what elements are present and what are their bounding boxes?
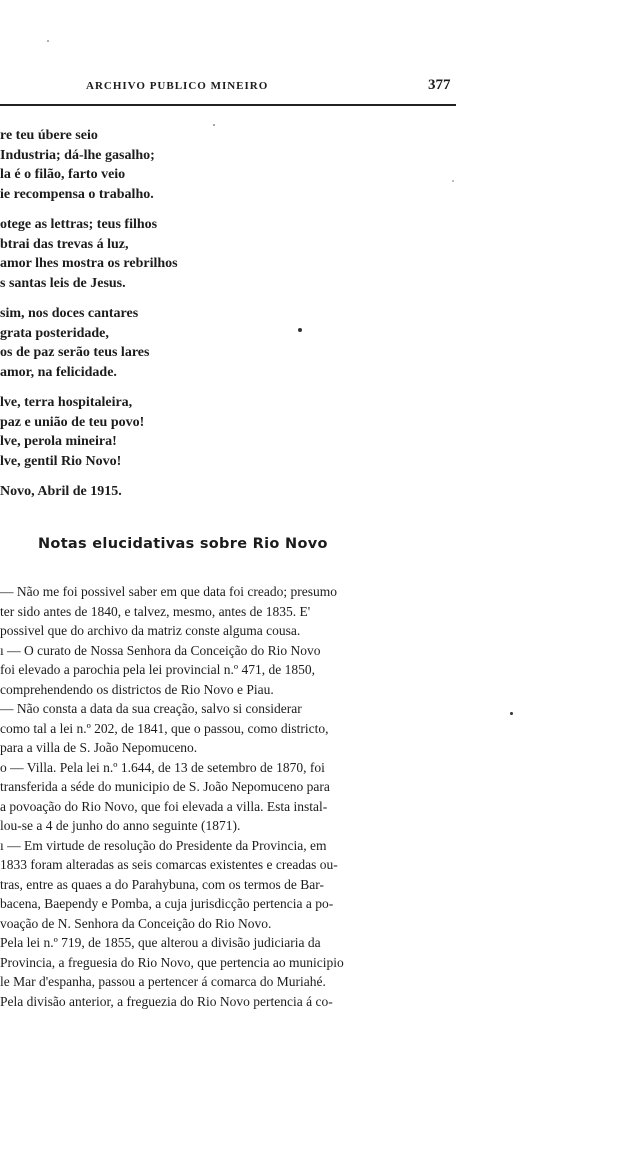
notes-line: como tal a lei n.º 202, de 1841, que o passou, como districto, — [0, 720, 329, 736]
ink-speck — [452, 180, 454, 182]
ink-speck — [510, 712, 513, 715]
notes-line: ter sido antes de 1840, e talvez, mesmo, antes de 1835. E' — [0, 603, 311, 619]
poem-line: s santas leis de Jesus. — [0, 275, 126, 291]
poem-line: la é o filão, farto veio — [0, 167, 126, 182]
poem-line: grata posteridade, — [0, 325, 109, 341]
notes-line: Pela lei n.º 719, de 1855, que alterou a divisão judiciaria da — [0, 935, 321, 950]
poem-line: lve, perola mineira! — [0, 434, 117, 449]
poem-line: amor lhes mostra os rebrilhos — [0, 256, 178, 271]
poem-line: Industria; dá-lhe gasalho; — [0, 147, 155, 163]
poem-line: sim, nos doces cantares — [0, 306, 139, 321]
notes-line: o — Villa. Pela lei n.º 1.644, de 13 de setembro de 1870, foi — [0, 759, 325, 775]
ink-speck — [213, 124, 215, 126]
notes-line: possivel que do archivo da matriz conste alguma cousa. — [0, 623, 301, 638]
poem-line: os de paz serão teus lares — [0, 345, 150, 360]
notes-line: ı — Em virtude de resolução do Presidente da Provincia, em — [0, 837, 327, 853]
poem-stanza — [0, 126, 270, 204]
poem — [0, 126, 270, 501]
notes-line: Provincia, a freguesia do Rio Novo, que pertencia ao municipio — [0, 954, 344, 970]
notes-line: tras, entre as quaes a do Parahybuna, com os termos de Bar- — [0, 876, 324, 892]
notes-line: comprehendendo os districtos de Rio Novo e Piau. — [0, 681, 274, 697]
notes-line: ı — O curato de Nossa Senhora da Conceição do Rio Novo — [0, 642, 321, 658]
poem-line: lve, gentil Rio Novo! — [0, 453, 122, 469]
poem-line: lve, terra hospitaleira, — [0, 395, 133, 410]
notes-line: transferida a séde do municipio de S. João Nepomuceno para — [0, 779, 330, 794]
page-number: 377 — [428, 77, 451, 93]
ink-speck — [298, 328, 302, 332]
notes-line: — Não consta a data da sua creação, salvo si considerar — [0, 701, 302, 716]
notes-body — [0, 582, 456, 1011]
poem-line: otege as lettras; teus filhos — [0, 217, 158, 232]
poem-stanza — [0, 304, 270, 382]
notes-line: bacena, Baependy e Pomba, a cuja jurisdicção pertencia a po- — [0, 896, 334, 911]
notes-line: para a villa de S. João Nepomuceno. — [0, 740, 198, 755]
poem-line: paz e união de teu povo! — [0, 414, 145, 430]
header-rule — [0, 104, 456, 106]
notes-line: 1833 foram alteradas as seis comarcas existentes e creadas ou- — [0, 857, 338, 872]
poem-line: btrai das trevas á luz, — [0, 236, 129, 252]
notes-line: foi elevado a parochia pela lei provincial n.º 471, de 1850, — [0, 662, 315, 677]
notes-line: Pela divisão anterior, a freguezia do Rio Novo pertencia á co- — [0, 993, 333, 1009]
section-title: Notas elucidativas sobre Rio Novo — [38, 536, 328, 552]
notes-line: voação de N. Senhora da Conceição do Rio Novo. — [0, 915, 272, 931]
running-head-title: ARCHIVO PUBLICO MINEIRO — [86, 80, 269, 92]
notes-line: le Mar d'espanha, passou a pertencer á comarca do Muriahé. — [0, 974, 326, 989]
notes-line: lou-se a 4 de junho do anno seguinte (1871). — [0, 818, 241, 833]
ink-speck — [47, 40, 49, 42]
poem-dateline: Novo, Abril de 1915. — [0, 484, 122, 499]
notes-line: — Não me foi possivel saber em que data foi creado; presumo — [0, 584, 338, 599]
poem-stanza — [0, 393, 270, 471]
poem-line: amor, na felicidade. — [0, 364, 117, 380]
poem-line: ie recompensa o trabalho. — [0, 186, 154, 202]
poem-line: re teu úbere seio — [0, 128, 98, 143]
notes-line: a povoação do Rio Novo, que foi elevada a villa. Esta instal- — [0, 798, 328, 814]
poem-stanza — [0, 215, 270, 293]
